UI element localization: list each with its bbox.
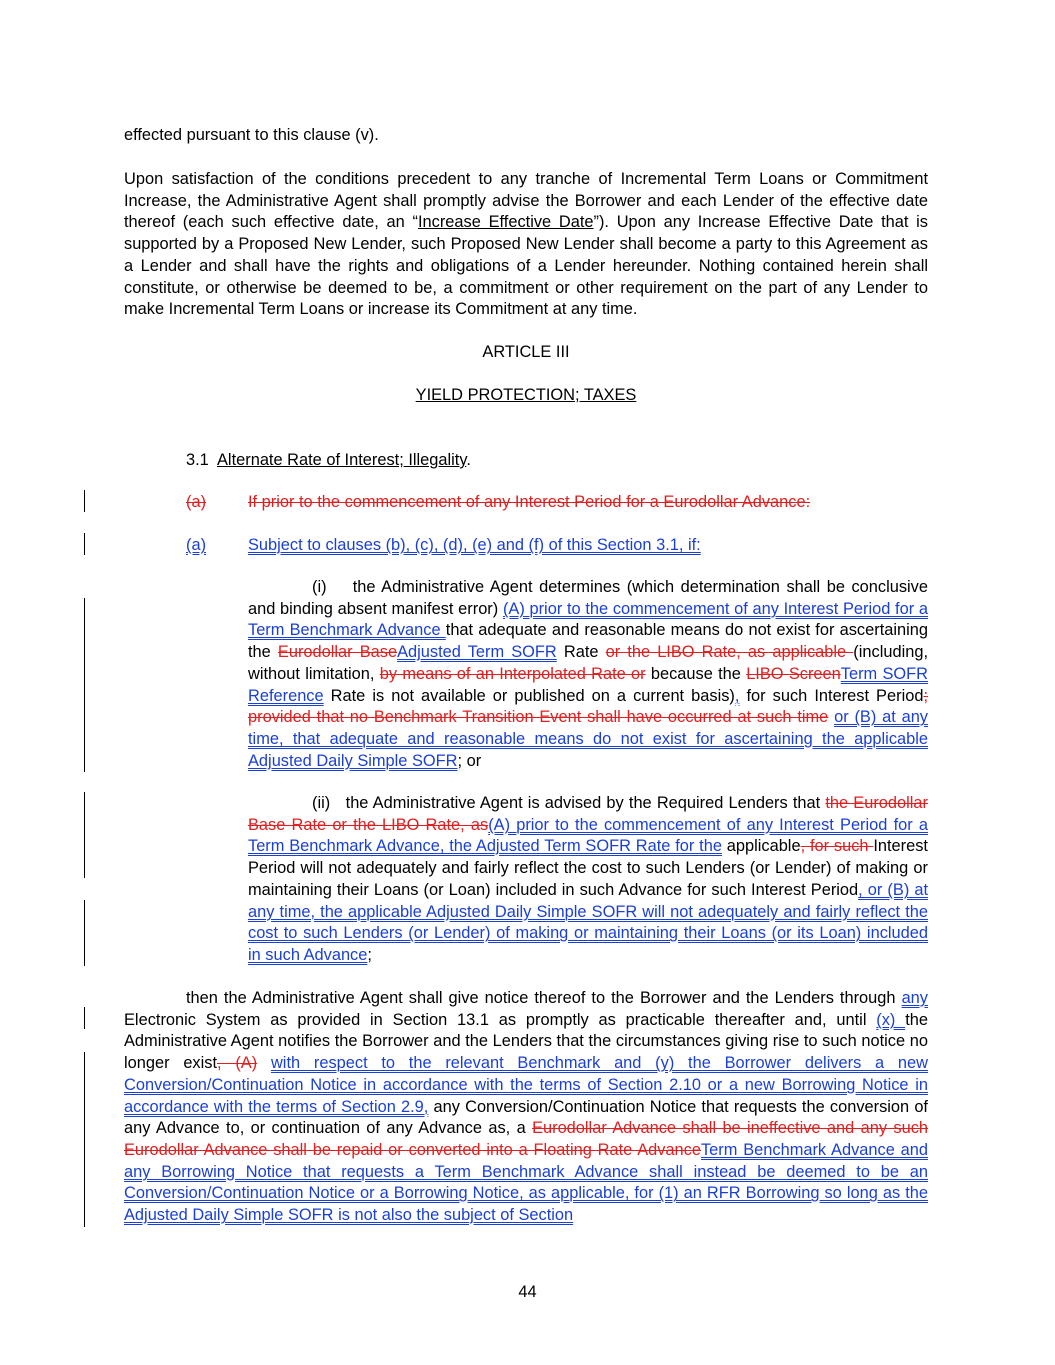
- change-bar: [84, 490, 85, 512]
- clause-text: Rate: [556, 643, 606, 662]
- clause-text: (including, without limitation,: [248, 643, 928, 683]
- section-title: Alternate Rate of Interest; Illegality: [217, 451, 467, 469]
- clause-text: that adequate and reasonable means do not exist for ascertaining the: [248, 621, 928, 662]
- clause-text: because the: [645, 664, 747, 683]
- clause-text: Interest Period will not adequately and fairly reflect the cost to such Lenders (or Lender) of making or maintaining their Loans (or Loan) included in such Advance for such Interest Period: [248, 837, 928, 899]
- deleted-text: , for such: [800, 837, 874, 856]
- clause-a-deleted: [248, 492, 928, 514]
- inserted-text: Term Benchmark Advance and any Borrowing Notice that requests a Term Benchmark Advance shall instead be deemed to be an Conversion/Continuation Notice or a Borrowing Notice, as applicable, for (1) an RFR Borrowing so long as the Adjusted Daily Simple SOFR is not also the subject of Section: [124, 1140, 928, 1225]
- clause-ii: [248, 793, 928, 967]
- change-bar: [84, 533, 85, 555]
- inserted-text: (x): [876, 1010, 906, 1029]
- article-title-text: YIELD PROTECTION; TAXES: [415, 386, 637, 404]
- article-title: [124, 385, 928, 407]
- inserted-text: with respect to the relevant Benchmark and (y) the Borrower delivers a new Conversion/Continuation Notice in accordance with the terms of Section 2.10 or a new Borrowing Notice in accordance with the terms of Section 2.9,: [124, 1054, 928, 1116]
- para-text: then the Administrative Agent shall give notice thereof to the Borrower and the Lenders through: [186, 989, 902, 1007]
- clause-a-inserted-label: (a): [186, 536, 207, 554]
- change-bar: [84, 1052, 85, 1227]
- change-bar: [84, 1007, 85, 1029]
- top-line: effected pursuant to this clause (v).: [124, 126, 379, 144]
- para-text: Upon satisfaction of the conditions precedent to any tranche of Incremental Term Loans or Commitment Increase, the Administrative Agent shall promptly advise the Borrower and each Lender of the effective date thereof (each such effective date, an “: [124, 170, 928, 232]
- deleted-text: by means of an Interpolated Rate or: [379, 664, 646, 683]
- clause-text: (i) the Administrative Agent determines (which determination shall be conclusive and binding absent manifest error): [248, 578, 928, 618]
- clause-a-deleted-label: (a): [186, 493, 207, 511]
- inserted-text: or (B) at any time, that adequate and reasonable means do not exist for ascertaining the applicable Adjusted Daily Simple SOFR: [248, 708, 929, 770]
- inserted-text: Adjusted Term SOFR: [397, 643, 557, 662]
- inserted-text: any: [901, 989, 928, 1007]
- clause-a-inserted: [248, 535, 928, 557]
- page-number: 44: [518, 1283, 537, 1301]
- para-text: Electronic System as provided in Section 13.1 as promptly as practicable thereafter and, until: [124, 1010, 877, 1029]
- clause-text: (ii) the Administrative Agent is advised by the Required Lenders that: [312, 794, 826, 812]
- deleted-text: LIBO Screen: [746, 664, 841, 683]
- section-heading: [186, 450, 928, 472]
- clause-text: applicable: [721, 837, 801, 856]
- inserted-text: ,: [734, 686, 740, 705]
- para-text: the Administrative Agent notifies the Borrower and the Lenders that the circumstances giving rise to such notice no longer exist: [124, 1010, 928, 1073]
- deleted-text: the Eurodollar Base Rate or the LIBO Rate, as: [248, 794, 928, 834]
- change-bar: [84, 792, 85, 878]
- para-text: any Conversion/Continuation Notice that requests the conversion of any Advance to, or continuation of any Advance as, a: [124, 1097, 928, 1138]
- deleted-text: ; provided that no Benchmark Transition Event shall have occurred at such time: [248, 686, 928, 727]
- inserted-text: , or (B) at any time, the applicable Adjusted Daily Simple SOFR will not adequately and fairly reflect the cost to such Lenders (or Lender) of making or maintaining their Loans (or its Loan) included in such Advance: [248, 880, 929, 964]
- change-bar: [84, 598, 85, 772]
- section-period: .: [466, 451, 471, 469]
- clause-text: Rate is not available or published on a current basis): [323, 686, 735, 705]
- deleted-text: , (A): [217, 1054, 258, 1073]
- para-text: [257, 1054, 271, 1072]
- para-text: ”). Upon any Increase Effective Date that is supported by a Proposed New Lender, such Proposed New Lender shall become a party to this Agreement as a Lender and shall have the rights and obligations of a Lender hereunder. Nothing contained herein shall constitute, or otherwise be deemed to be, a commitment or other requirement on the part of any Lender to make Incremental Term Loans or increase its Commitment at any time.: [124, 213, 928, 319]
- then-paragraph: [124, 988, 928, 1227]
- inserted-text: (A) prior to the commencement of any Interest Period for a Term Benchmark Advance: [248, 599, 928, 640]
- deleted-text: or the LIBO Rate, as applicable: [605, 643, 854, 662]
- deleted-text: Eurodollar Base: [277, 643, 398, 662]
- inserted-text: Term SOFR Reference: [248, 664, 928, 705]
- change-bar: [84, 900, 85, 966]
- inserted-text: (A) prior to the commencement of any Interest Period for a Term Benchmark Advance, the Adjusted Term SOFR Rate for the: [248, 815, 928, 856]
- article-number: ARTICLE III: [482, 343, 570, 361]
- clause-text: ; or: [457, 751, 482, 770]
- clause-text: ;: [367, 945, 372, 964]
- clause-text: for such Interest Period: [739, 686, 924, 705]
- deleted-text: If prior to the commencement of any Interest Period for a Eurodollar Advance:: [248, 493, 811, 511]
- defined-term: Increase Effective Date: [417, 213, 594, 232]
- section-number: 3.1: [186, 451, 209, 469]
- deleted-text: Eurodollar Advance shall be ineffective and any such Eurodollar Advance shall be repaid or converted into a Floating Rate Advance: [124, 1119, 929, 1159]
- increase-effective-date-paragraph: [124, 169, 928, 321]
- clause-i: [248, 577, 928, 772]
- inserted-text: Subject to clauses (b), (c), (d), (e) and (f) of this Section 3.1, if:: [248, 536, 701, 554]
